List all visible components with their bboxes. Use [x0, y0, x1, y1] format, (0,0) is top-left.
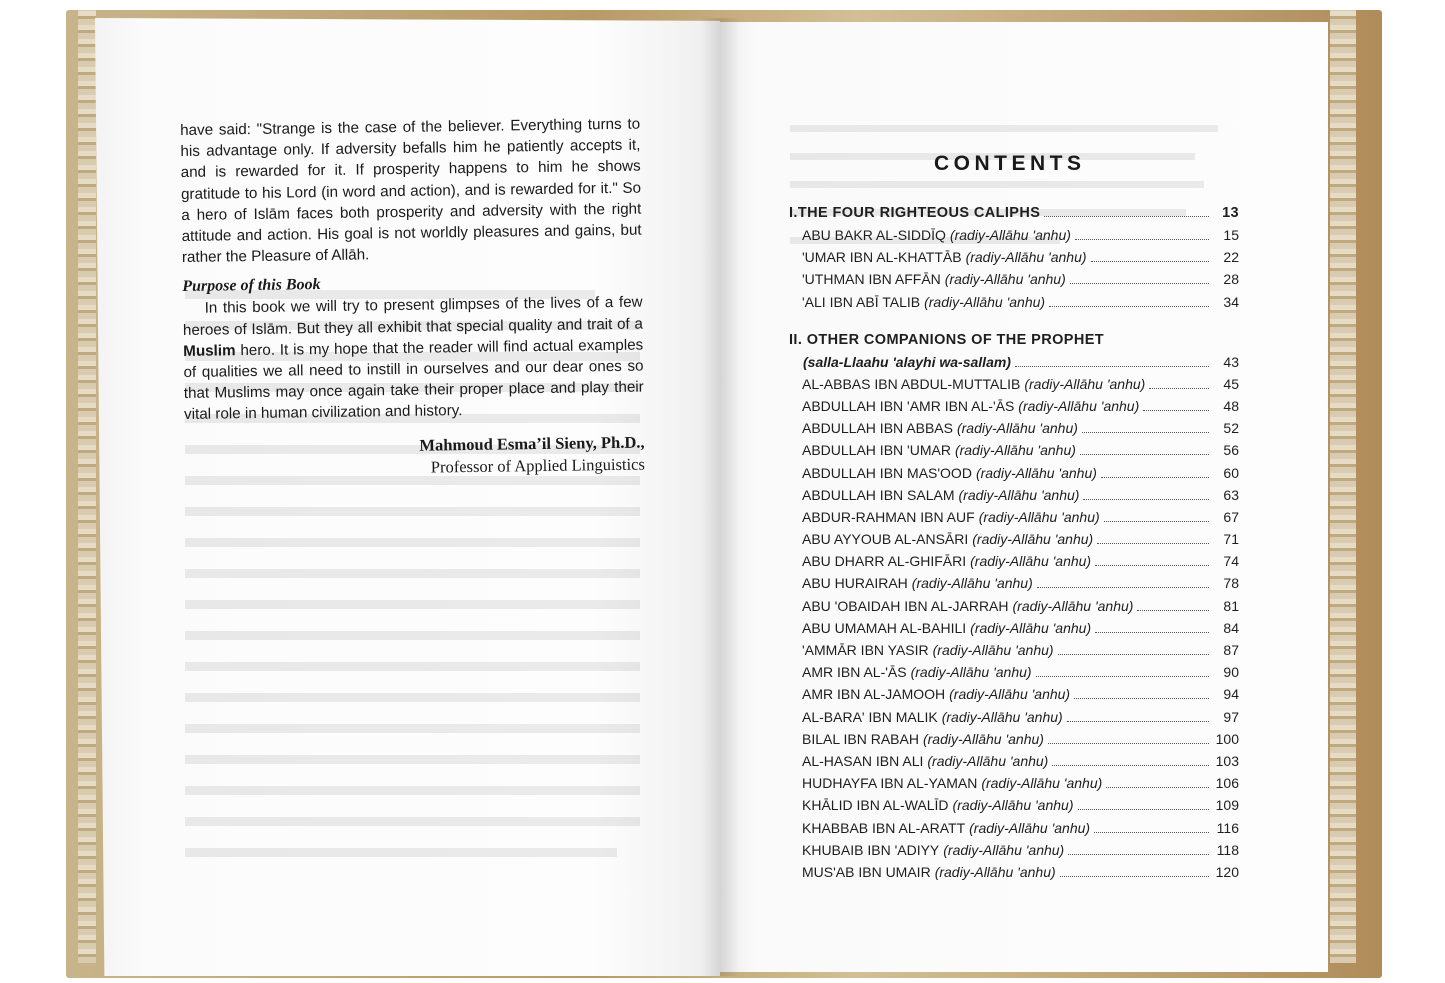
toc-entry-honorific: (radiy-Allāhu 'anhu)	[922, 730, 1044, 747]
toc-entry-honorific: (radiy-Allāhu 'anhu)	[924, 293, 1046, 310]
toc-page-number: 67	[1223, 508, 1239, 525]
toc-page-number: 116	[1216, 819, 1239, 836]
toc-page-number: 56	[1223, 442, 1239, 459]
toc-leader-dots	[1082, 432, 1209, 433]
toc-entry-honorific: (radiy-Allāhu 'anhu)	[911, 575, 1033, 592]
toc-entry-name: AL-BARA' IBN MALIK	[802, 708, 938, 725]
toc-entry[interactable]	[789, 553, 1239, 575]
toc-entry-honorific: (radiy-Allāhu 'anhu)	[969, 819, 1091, 836]
cover-ornament-right	[1330, 10, 1356, 963]
toc-entry-name: 'UTHMAN IBN AFFĀN	[802, 271, 941, 288]
toc-entry-name: AMR IBN AL-JAMOOH	[802, 686, 946, 703]
toc-entry-honorific: (radiy-Allāhu 'anhu)	[970, 553, 1092, 570]
toc-entry-honorific: (radiy-Allāhu 'anhu)	[934, 863, 1056, 880]
toc-leader-dots	[1067, 721, 1209, 722]
toc-leader-dots	[1036, 676, 1209, 677]
toc-entry-name: AMR IBN AL-'ĀS	[802, 664, 907, 681]
toc-leader-dots	[1068, 854, 1209, 855]
toc-entry[interactable]	[789, 709, 1239, 731]
toc-entry-honorific: (radiy-Allāhu 'anhu)	[944, 271, 1066, 288]
section-heading: Purpose of this Book	[182, 276, 321, 296]
toc-leader-dots	[1095, 632, 1209, 633]
toc-page-number: 22	[1223, 249, 1239, 266]
toc-section-heading[interactable]	[789, 205, 1239, 227]
toc-page-number: 84	[1223, 619, 1239, 636]
toc-entry-name: 'UMAR IBN AL-KHATTĀB	[802, 249, 962, 266]
toc-entry-name: ABDULLAH IBN 'UMAR	[802, 442, 951, 459]
toc-page-number: 81	[1223, 597, 1239, 614]
toc-entry-honorific: (radiy-Allāhu 'anhu)	[1018, 397, 1140, 414]
table-of-contents	[789, 205, 1239, 886]
author-name: Mahmoud Esma’il Sieny, Ph.D.,	[419, 432, 645, 455]
toc-entry-honorific: (radiy-Allāhu 'anhu)	[1012, 597, 1134, 614]
toc-section-subtitle[interactable]	[789, 354, 1239, 376]
toc-entry-name: ABU HURAIRAH	[802, 575, 908, 592]
toc-entry-honorific: (radiy-Allāhu 'anhu)	[949, 227, 1071, 243]
toc-entry[interactable]	[789, 664, 1239, 686]
toc-entry[interactable]	[789, 797, 1239, 819]
toc-leader-dots	[1049, 306, 1209, 307]
toc-entry[interactable]	[789, 398, 1239, 420]
toc-leader-dots	[1074, 698, 1209, 699]
toc-page-number: 34	[1223, 293, 1239, 310]
contents-title: CONTENTS	[934, 152, 1086, 175]
left-page-body	[180, 114, 645, 482]
toc-leader-dots	[1015, 366, 1209, 367]
toc-page-number: 97	[1223, 708, 1239, 725]
toc-entry-name: AL-ABBAS IBN ABDUL-MUTTALIB	[802, 375, 1021, 392]
toc-page-number: 118	[1216, 841, 1239, 858]
toc-entry-name: KHĀLID IBN AL-WALĪD	[802, 797, 949, 814]
toc-entry-name: ABU AYYOUB AL-ANSĀRI	[802, 531, 969, 548]
toc-leader-dots	[1070, 283, 1209, 284]
toc-leader-dots	[1080, 454, 1209, 455]
toc-entry-honorific: (radiy-Allāhu 'anhu)	[941, 708, 1063, 725]
toc-page-number: 94	[1223, 686, 1239, 703]
toc-entry-honorific: (radiy-Allāhu 'anhu)	[932, 642, 1054, 658]
toc-entry[interactable]	[789, 775, 1239, 797]
toc-entry-honorific: (radiy-Allāhu 'anhu)	[972, 531, 1094, 548]
toc-leader-dots	[1149, 388, 1209, 389]
toc-entry-honorific: (radiy-Allāhu 'anhu)	[943, 841, 1065, 858]
toc-entry-name: ABU 'OBAIDAH IBN AL-JARRAH	[802, 597, 1009, 614]
toc-entry-honorific: (radiy-Allāhu 'anhu)	[1024, 375, 1146, 392]
toc-section-label: I.THE FOUR RIGHTEOUS CALIPHS	[789, 205, 1041, 221]
toc-page-number: 15	[1223, 227, 1239, 243]
toc-entry-honorific: (radiy-Allāhu 'anhu)	[952, 797, 1074, 814]
toc-entry[interactable]	[789, 820, 1239, 842]
signature-block	[184, 431, 645, 481]
toc-leader-dots	[1058, 654, 1209, 655]
toc-page-number: 71	[1223, 531, 1239, 548]
toc-entry-name: AL-HASAN IBN ALI	[802, 752, 924, 769]
toc-entry[interactable]	[789, 686, 1239, 708]
toc-page-number: 63	[1223, 486, 1239, 503]
toc-page-number: 120	[1215, 863, 1239, 880]
toc-entry-name: ABU UMAMAH AL-BAHILI	[802, 619, 967, 636]
toc-subtitle-text: (salla-Llaahu 'alayhi wa-sallam)	[803, 353, 1011, 370]
toc-leader-dots	[1037, 587, 1209, 588]
toc-page-number: 78	[1223, 575, 1239, 592]
toc-entry-name: ABDUR-RAHMAN IBN AUF	[802, 508, 975, 525]
toc-page-number: 74	[1223, 553, 1239, 570]
toc-leader-dots	[1044, 216, 1209, 217]
toc-entry-name: KHABBAB IBN AL-ARATT	[802, 819, 966, 836]
toc-leader-dots	[1078, 809, 1210, 810]
toc-page-number: 45	[1223, 375, 1239, 392]
toc-leader-dots	[1094, 832, 1209, 833]
toc-leader-dots	[1137, 610, 1209, 611]
toc-page-number: 43	[1223, 353, 1239, 370]
toc-entry-name: ABDULLAH IBN SALAM	[802, 486, 955, 503]
toc-entry[interactable]	[789, 620, 1239, 642]
toc-entry-name: ABDULLAH IBN 'AMR IBN AL-'ĀS	[802, 397, 1015, 414]
toc-page-number: 90	[1223, 664, 1239, 681]
body-paragraph-1: have said: "Strange is the case of the believer. Everything turns to his advantage only. If adversity befalls him he patiently accepts it, and is rewarded for it. If prosperity happens to him he shows gratitude to his Lord (in word and action), and is rewarded for it." So a hero of Islām faces both prosperity and adversity with the right attitude and action. His goal is not worldly pleasures and gains, but rather the Pleasure of Allāh.	[180, 115, 642, 267]
toc-page-number: 52	[1223, 420, 1239, 437]
toc-entry-honorific: (radiy-Allāhu 'anhu)	[965, 249, 1087, 266]
toc-leader-dots	[1075, 239, 1209, 240]
toc-page-number: 60	[1223, 464, 1239, 481]
toc-entry[interactable]	[789, 249, 1239, 271]
toc-entry-name: MUS'AB IBN UMAIR	[802, 863, 931, 880]
toc-leader-dots	[1052, 765, 1209, 766]
toc-entry-name: ABDULLAH IBN ABBAS	[802, 420, 953, 437]
toc-entry-name: ABU DHARR AL-GHIFĀRI	[802, 553, 967, 570]
paragraph-2-text-end: hero. It is my hope that the reader will find actual examples of qualities we all need to instill in ourselves and our dear ones so that Muslims may once again take their proper place and play their vital role in human civilization and history.	[183, 336, 644, 424]
body-paragraph-2	[182, 292, 644, 426]
toc-entry[interactable]	[789, 642, 1239, 664]
toc-leader-dots	[1101, 477, 1209, 478]
toc-entry[interactable]	[789, 487, 1239, 509]
author-title: Professor of Applied Linguistics	[430, 454, 645, 477]
toc-entry[interactable]	[789, 731, 1239, 753]
toc-entry[interactable]	[789, 376, 1239, 398]
toc-section-2-list	[789, 376, 1239, 886]
toc-entry-honorific: (radiy-Allāhu 'anhu)	[927, 752, 1049, 769]
toc-entry-honorific: (radiy-Allāhu 'anhu)	[949, 686, 1071, 703]
toc-entry[interactable]	[789, 442, 1239, 464]
toc-gap	[789, 316, 1239, 332]
toc-entry-honorific: (radiy-Allāhu 'anhu)	[978, 508, 1100, 525]
toc-entry-honorific: (radiy-Allāhu 'anhu)	[954, 442, 1076, 459]
toc-leader-dots	[1143, 410, 1209, 411]
toc-entry[interactable]	[789, 509, 1239, 531]
toc-leader-dots	[1048, 743, 1209, 744]
toc-leader-dots	[1083, 499, 1209, 500]
paragraph-2-text: In this book we will try to present glimpses of the lives of a few heroes of Islām. But they all exhibit that special quality and trait of a	[182, 293, 644, 339]
toc-entry[interactable]	[789, 753, 1239, 775]
toc-entry-name: 'ALI IBN ABĪ TALIB	[802, 293, 921, 310]
toc-leader-dots	[1095, 565, 1209, 566]
toc-page-number: 48	[1223, 397, 1239, 414]
toc-entry[interactable]	[789, 575, 1239, 597]
toc-leader-dots	[1104, 521, 1209, 522]
toc-entry[interactable]	[789, 227, 1239, 249]
toc-entry-honorific: (radiy-Allāhu 'anhu)	[958, 486, 1080, 503]
toc-entry-honorific: (radiy-Allāhu 'anhu)	[910, 664, 1032, 681]
toc-leader-dots	[1091, 261, 1209, 262]
toc-entry-honorific: (radiy-Allāhu 'anhu)	[970, 619, 1092, 636]
toc-leader-dots	[1060, 876, 1209, 877]
toc-entry[interactable]	[789, 598, 1239, 620]
cover-ornament-left	[78, 10, 96, 963]
toc-entry[interactable]	[789, 294, 1239, 316]
toc-page-number: 106	[1215, 775, 1239, 792]
toc-entry[interactable]	[789, 531, 1239, 553]
toc-entry-name: 'AMMĀR IBN YASIR	[802, 642, 929, 658]
toc-entry[interactable]	[789, 864, 1239, 886]
toc-section-label: II. OTHER COMPANIONS OF THE PROPHET	[789, 331, 1105, 348]
toc-page-number: 100	[1215, 730, 1239, 747]
toc-section-heading	[789, 332, 1239, 354]
toc-entry-honorific: (radiy-Allāhu 'anhu)	[981, 775, 1103, 792]
toc-entry-name: BILAL IBN RABAH	[802, 730, 919, 747]
toc-entry-name: ABDULLAH IBN MAS'OOD	[802, 464, 972, 481]
toc-entry-honorific: (radiy-Allāhu 'anhu)	[975, 464, 1097, 481]
toc-entry[interactable]	[789, 420, 1239, 442]
toc-entry[interactable]	[789, 842, 1239, 864]
spine-shadow	[700, 18, 740, 976]
toc-entry-honorific: (radiy-Allāhu 'anhu)	[956, 420, 1078, 437]
toc-entry-name: KHUBAIB IBN 'ADIYY	[802, 841, 940, 858]
toc-entry-name: ABU BAKR AL-SIDDĪQ	[802, 227, 946, 243]
toc-page-number: 13	[1222, 205, 1239, 221]
toc-page-number: 109	[1215, 797, 1239, 814]
toc-entry[interactable]	[789, 465, 1239, 487]
toc-section-1-list	[789, 227, 1239, 316]
paragraph-2-bold: Muslim	[183, 342, 236, 360]
toc-entry-name: HUDHAYFA IBN AL-YAMAN	[802, 775, 978, 792]
toc-page-number: 103	[1215, 752, 1239, 769]
toc-entry[interactable]	[789, 271, 1239, 293]
toc-leader-dots	[1106, 787, 1209, 788]
toc-leader-dots	[1097, 543, 1209, 544]
toc-page-number: 28	[1223, 271, 1239, 288]
toc-page-number: 87	[1223, 642, 1239, 658]
